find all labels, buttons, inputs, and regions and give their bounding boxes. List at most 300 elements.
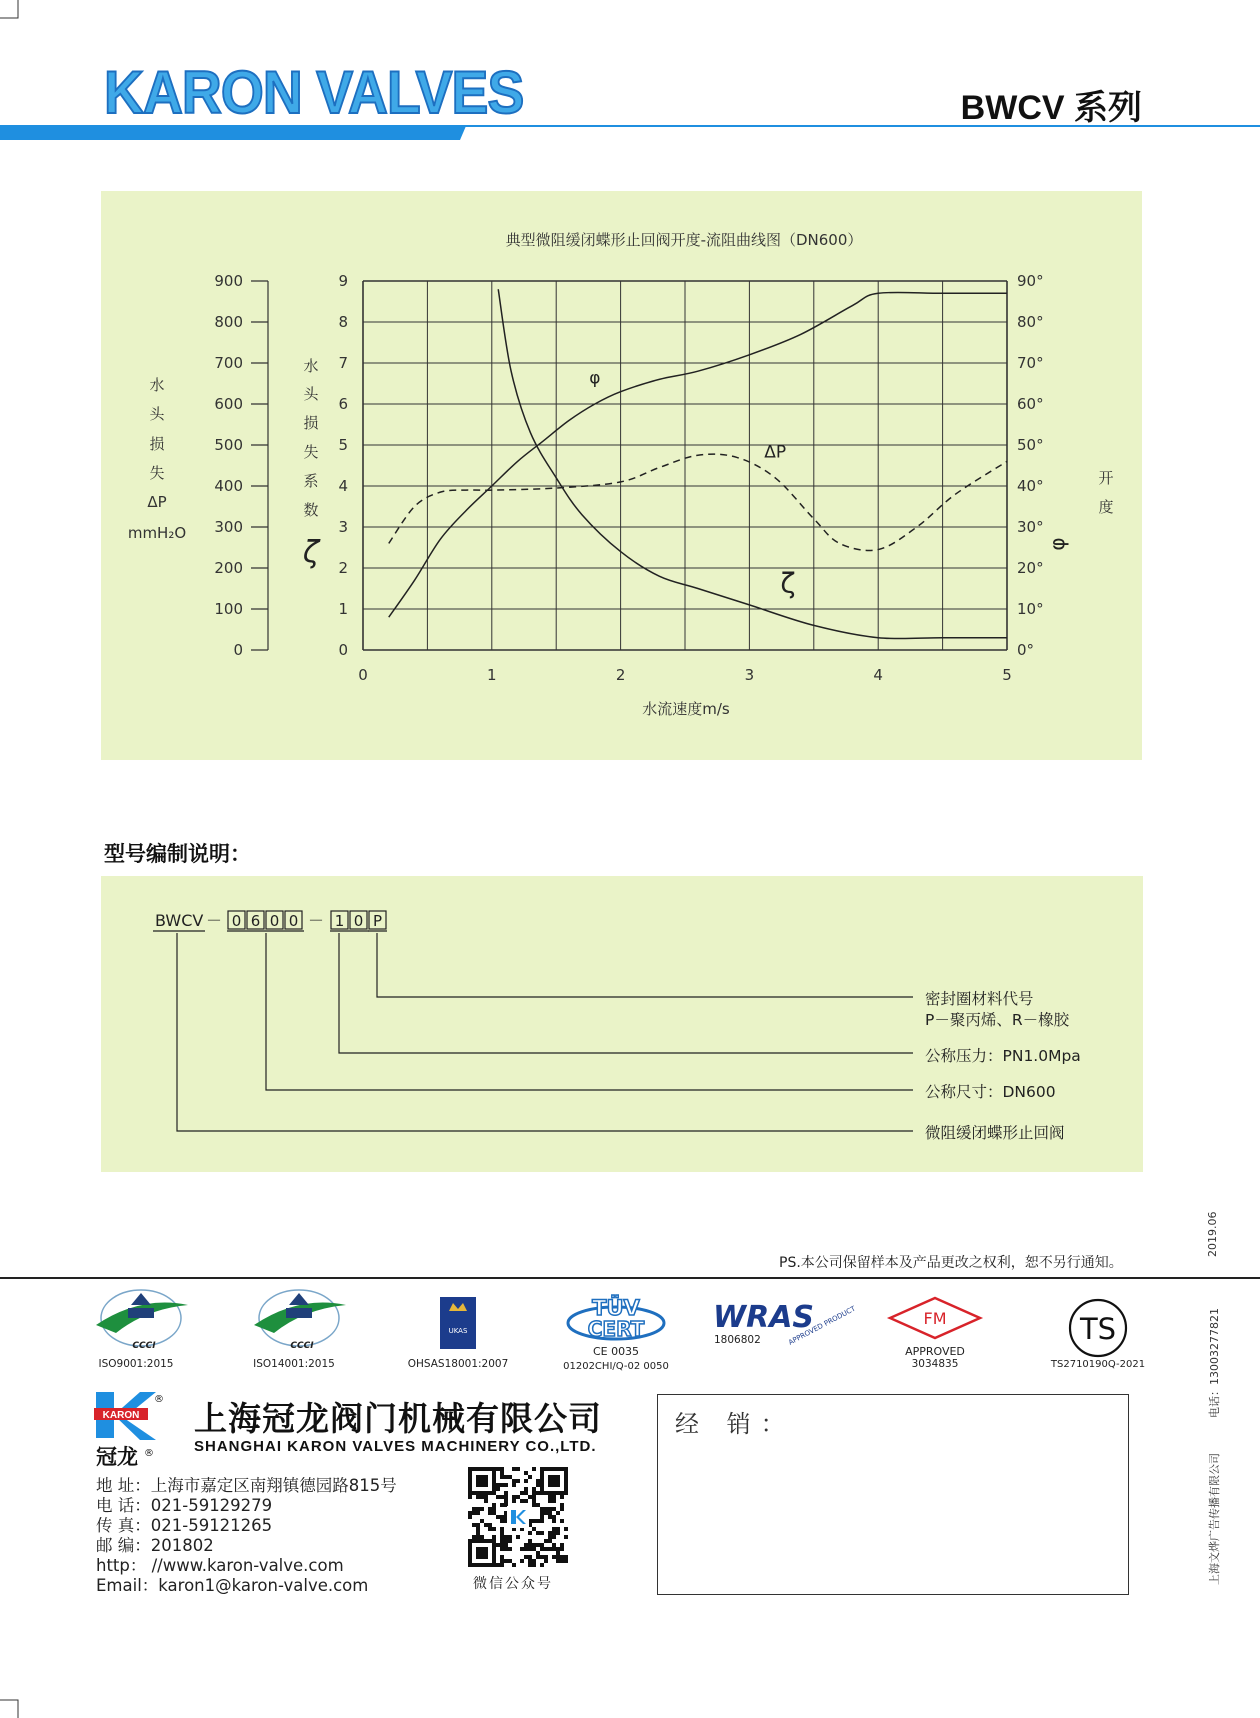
qr-module [540, 1543, 544, 1547]
qr-module [504, 1559, 508, 1563]
fm-diamond-icon [890, 1298, 980, 1338]
coefficient-tick-label: 7 [338, 354, 348, 372]
coefficient-tick-label: 9 [338, 272, 348, 290]
qr-module [556, 1555, 560, 1559]
qr-module [512, 1483, 516, 1487]
chart-title: 典型微阻缓闭蝶形止回阀开度-流阻曲线图（DN600） [505, 231, 863, 249]
legend-text: P－聚丙烯、R－橡胶 [925, 1011, 1070, 1029]
qr-module [548, 1535, 552, 1539]
qr-module [504, 1475, 508, 1479]
qr-module [560, 1503, 564, 1507]
x-tick-label: 3 [744, 666, 755, 684]
qr-module [532, 1563, 536, 1567]
code-box-value: 1 [334, 912, 345, 930]
qr-module [488, 1507, 492, 1511]
qr-module [496, 1487, 500, 1491]
qr-module [488, 1511, 492, 1515]
qr-module [508, 1535, 512, 1539]
head-loss-axis-label: 失 [149, 464, 165, 482]
qr-module [548, 1539, 552, 1543]
qr-module [476, 1523, 480, 1527]
qr-module [492, 1527, 496, 1531]
qr-module [556, 1559, 560, 1563]
qr-module [476, 1531, 480, 1535]
cert-mark: FM [923, 1309, 947, 1328]
cert-sub: CCCI [132, 1341, 156, 1351]
qr-module [496, 1515, 500, 1519]
qr-module [556, 1511, 560, 1515]
cert-label: 1806802 [714, 1334, 761, 1346]
qr-module [544, 1559, 548, 1563]
leader-line [339, 933, 913, 1053]
qr-module [532, 1491, 536, 1495]
series-line-head_loss [389, 454, 1007, 550]
qr-module [500, 1519, 504, 1523]
coefficient-tick-label: 5 [338, 436, 348, 454]
qr-module [528, 1547, 532, 1551]
qr-module [548, 1515, 552, 1519]
qr-module [560, 1559, 564, 1563]
qr-module [472, 1511, 476, 1515]
company-logo-text: KARON [102, 1410, 140, 1421]
qr-module [512, 1563, 516, 1567]
qr-module [544, 1507, 548, 1511]
ccci-globe-icon [96, 1290, 188, 1346]
series-label: φ [589, 368, 601, 389]
qr-module [480, 1519, 484, 1523]
qr-module [492, 1503, 496, 1507]
qr-module [528, 1539, 532, 1543]
qr-module [552, 1531, 556, 1535]
qr-module [528, 1531, 532, 1535]
qr-module [524, 1499, 528, 1503]
qr-module [520, 1559, 524, 1563]
side-phone: 电话：13003277821 [1208, 1308, 1221, 1418]
head-loss-tick-label: 900 [214, 272, 243, 290]
qr-module [500, 1515, 504, 1519]
qr-module [564, 1527, 568, 1531]
qr-module [536, 1531, 540, 1535]
code-box-value: 0 [269, 912, 280, 930]
qr-module [476, 1511, 480, 1515]
qr-module [500, 1543, 504, 1547]
qr-finder [476, 1547, 488, 1559]
qr-module [500, 1475, 504, 1479]
x-tick-label: 5 [1002, 666, 1012, 684]
qr-module [500, 1559, 504, 1563]
qr-module [540, 1511, 544, 1515]
qr-module [524, 1543, 528, 1547]
qr-module [524, 1491, 528, 1495]
qr-finder [476, 1475, 488, 1487]
qr-module [484, 1495, 488, 1499]
coefficient-tick-label: 1 [338, 600, 348, 618]
qr-module [548, 1495, 552, 1499]
cert-label: 01202CHI/Q-02 0050 [563, 1361, 669, 1372]
qr-module [552, 1547, 556, 1551]
qr-module [560, 1519, 564, 1523]
qr-module [564, 1559, 568, 1563]
side-printer: 上海文烨广告传播有限公司 [1208, 1453, 1221, 1585]
qr-module [500, 1535, 504, 1539]
legend-text: 公称尺寸：DN600 [925, 1083, 1056, 1101]
opening-tick-label: 40° [1017, 477, 1044, 495]
ukas-crown-icon [440, 1297, 476, 1349]
qr-module [508, 1559, 512, 1563]
qr-module [548, 1499, 552, 1503]
qr-module [548, 1547, 552, 1551]
cert-label: CE 0035 [592, 1345, 640, 1358]
qr-module [556, 1547, 560, 1551]
qr-module [520, 1491, 524, 1495]
legend-text: 微阻缓闭蝶形止回阀 [925, 1124, 1065, 1142]
qr-module [536, 1551, 540, 1555]
coefficient-axis-label: 水 [303, 357, 319, 375]
leader-line [266, 933, 913, 1090]
series-label: ζ [780, 566, 796, 600]
qr-module [564, 1555, 568, 1559]
qr-module [484, 1523, 488, 1527]
qr-module [516, 1495, 520, 1499]
qr-module [552, 1527, 556, 1531]
qr-module [552, 1543, 556, 1547]
qr-module [504, 1543, 508, 1547]
qr-module [560, 1555, 564, 1559]
qr-module [504, 1535, 508, 1539]
qr-module [544, 1547, 548, 1551]
contact-phone: 电 话：021-59129279 [96, 1496, 273, 1515]
qr-module [500, 1503, 504, 1507]
cert-mark: TÜV [592, 1296, 640, 1320]
qr-module [472, 1535, 476, 1539]
qr-module [564, 1535, 568, 1539]
coefficient-axis-label: 失 [303, 443, 319, 461]
qr-module [476, 1535, 480, 1539]
qr-module [540, 1547, 544, 1551]
qr-module [548, 1511, 552, 1515]
qr-module [552, 1495, 556, 1499]
qr-module [472, 1523, 476, 1527]
qr-module [532, 1503, 536, 1507]
qr-module [500, 1483, 504, 1487]
qr-module [552, 1499, 556, 1503]
cert-label: ISO9001:2015 [98, 1358, 174, 1370]
qr-module [540, 1555, 544, 1559]
x-tick-label: 1 [487, 666, 497, 684]
qr-module [556, 1527, 560, 1531]
x-tick-label: 4 [873, 666, 883, 684]
qr-module [524, 1479, 528, 1483]
qr-module [516, 1535, 520, 1539]
qr-module [500, 1555, 504, 1559]
cert-mark: WRAS [713, 1300, 815, 1335]
qr-module [552, 1519, 556, 1523]
company-name-cn: 上海冠龙阀门机械有限公司 [194, 1399, 602, 1438]
qr-module [520, 1499, 524, 1503]
qr-module [536, 1519, 540, 1523]
footer-divider [0, 1277, 1260, 1279]
qr-module [492, 1511, 496, 1515]
qr-module [536, 1483, 540, 1487]
qr-module [496, 1467, 500, 1471]
contact-postcode: 邮 编：201802 [96, 1536, 214, 1555]
qr-module [560, 1547, 564, 1551]
cert-mark: TS [1079, 1312, 1117, 1346]
cert-label: OHSAS18001:2007 [407, 1358, 509, 1370]
qr-module [512, 1499, 516, 1503]
qr-module [516, 1479, 520, 1483]
qr-module [540, 1507, 544, 1511]
qr-module [504, 1495, 508, 1499]
qr-module [524, 1487, 528, 1491]
qr-module [528, 1475, 532, 1479]
cert-label: TS2710190Q-2021 [1050, 1359, 1146, 1370]
head-loss-axis-label: 损 [149, 435, 165, 453]
qr-module [532, 1499, 536, 1503]
leader-line [177, 933, 913, 1131]
qr-module [508, 1539, 512, 1543]
qr-module [536, 1503, 540, 1507]
qr-module [544, 1511, 548, 1515]
qr-module [536, 1543, 540, 1547]
qr-module [532, 1467, 536, 1471]
qr-module [540, 1531, 544, 1535]
head-loss-tick-label: 400 [214, 477, 243, 495]
code-box-value: P [372, 912, 383, 930]
head-loss-axis-label: mmH₂O [127, 524, 187, 542]
crop-mark [0, 1698, 20, 1718]
qr-module [548, 1507, 552, 1511]
company-logo-text: ® [144, 1448, 154, 1459]
side-date: 2019.06 [1206, 1211, 1219, 1257]
code-prefix: BWCV [155, 911, 204, 930]
qr-module [476, 1507, 480, 1511]
qr-module [560, 1495, 564, 1499]
qr-module [532, 1559, 536, 1563]
qr-module [544, 1555, 548, 1559]
qr-center-logo [511, 1510, 516, 1524]
code-dash: － [206, 911, 223, 930]
qr-module [560, 1543, 564, 1547]
contact-address: 地 址：上海市嘉定区南翔镇德园路815号 [96, 1476, 397, 1495]
series-label: ΔP [764, 442, 787, 463]
qr-module [532, 1487, 536, 1491]
qr-module [548, 1531, 552, 1535]
series-line-coefficient [498, 289, 1007, 638]
qr-module [500, 1539, 504, 1543]
x-tick-label: 2 [615, 666, 626, 684]
code-box-value: 0 [288, 912, 299, 930]
qr-module [496, 1563, 500, 1567]
section-title: 型号编制说明： [104, 842, 251, 866]
coefficient-tick-label: 4 [338, 477, 348, 495]
cert-sub: CCCI [290, 1341, 314, 1351]
qr-module [524, 1471, 528, 1475]
qr-module [508, 1547, 512, 1551]
qr-module [500, 1527, 504, 1531]
qr-module [468, 1495, 472, 1499]
qr-module [532, 1519, 536, 1523]
qr-module [528, 1555, 532, 1559]
qr-module [528, 1543, 532, 1547]
code-box-value: 0 [231, 912, 242, 930]
opening-axis-label: 开 [1098, 469, 1114, 487]
opening-tick-label: 90° [1017, 272, 1044, 290]
cert-sub: UKAS [448, 1327, 468, 1335]
head-loss-tick-label: 300 [214, 518, 243, 536]
qr-module [556, 1531, 560, 1535]
qr-module [476, 1495, 480, 1499]
head-loss-tick-label: 500 [214, 436, 243, 454]
code-box-value: 0 [353, 912, 364, 930]
head-loss-tick-label: 0 [233, 641, 243, 659]
qr-module [540, 1563, 544, 1567]
qr-module [500, 1495, 504, 1499]
qr-module [516, 1467, 520, 1471]
qr-module [512, 1479, 516, 1483]
qr-module [468, 1515, 472, 1519]
qr-module [480, 1495, 484, 1499]
qr-module [496, 1543, 500, 1547]
qr-module [524, 1547, 528, 1551]
opening-tick-label: 0° [1017, 641, 1035, 659]
opening-tick-label: 50° [1017, 436, 1044, 454]
cert-label: APPROVED [905, 1345, 965, 1358]
qr-module [552, 1515, 556, 1519]
model-code-diagram [101, 876, 1143, 1172]
coefficient-tick-label: 0 [338, 641, 348, 659]
head-loss-tick-label: 700 [214, 354, 243, 372]
qr-caption: 微信公众号 [473, 1576, 553, 1592]
ts-circle-icon [1070, 1300, 1126, 1356]
head-loss-axis-label: ΔP [147, 493, 167, 511]
qr-module [540, 1519, 544, 1523]
qr-module [532, 1543, 536, 1547]
cert-mark: APPROVED PRODUCT [787, 1304, 857, 1347]
certification-logos [0, 1285, 1200, 1380]
qr-module [544, 1539, 548, 1543]
brand-logo: KARON VALVES [104, 59, 524, 126]
legend-text: 密封圈材料代号 [925, 990, 1034, 1008]
contact-email[interactable]: Email：karon1@karon-valve.com [96, 1576, 369, 1595]
header-bar [0, 120, 1260, 144]
contact-website[interactable]: http： //www.karon-valve.com [96, 1556, 344, 1575]
dealer-label: 经 销： [675, 1410, 795, 1438]
qr-module [472, 1507, 476, 1511]
qr-code-icon[interactable] [467, 1466, 569, 1568]
opening-axis-label: 度 [1098, 498, 1114, 516]
coefficient-tick-label: 3 [338, 518, 348, 536]
coefficient-tick-label: 8 [338, 313, 348, 331]
qr-module [500, 1467, 504, 1471]
qr-module [536, 1555, 540, 1559]
qr-module [488, 1527, 492, 1531]
coefficient-axis-label: 系 [303, 472, 319, 490]
qr-module [532, 1547, 536, 1551]
qr-module [540, 1515, 544, 1519]
code-dash: － [308, 911, 325, 930]
contact-fax: 传 真：021-59121265 [96, 1516, 273, 1535]
tuv-cert-icon [568, 1295, 664, 1341]
qr-module [500, 1547, 504, 1551]
coefficient-tick-label: 2 [338, 559, 348, 577]
opening-tick-label: 80° [1017, 313, 1044, 331]
qr-module [552, 1535, 556, 1539]
company-name-en: SHANGHAI KARON VALVES MACHINERY CO.,LTD. [194, 1438, 597, 1455]
qr-module [528, 1559, 532, 1563]
qr-module [500, 1471, 504, 1475]
qr-module [496, 1483, 500, 1487]
qr-module [556, 1551, 560, 1555]
flow-resistance-chart [101, 191, 1142, 760]
qr-module [532, 1495, 536, 1499]
qr-module [560, 1507, 564, 1511]
notice-text: PS.本公司保留样本及产品更改之权利，恕不另行通知。 [779, 1255, 1123, 1271]
code-box-value: 6 [250, 912, 261, 930]
qr-module [532, 1527, 536, 1531]
head-loss-axis-label: 头 [149, 405, 165, 423]
qr-finder [548, 1475, 560, 1487]
qr-module [488, 1523, 492, 1527]
head-loss-tick-label: 600 [214, 395, 243, 413]
qr-module [536, 1479, 540, 1483]
qr-module [500, 1531, 504, 1535]
qr-module [492, 1535, 496, 1539]
qr-module [552, 1555, 556, 1559]
coefficient-tick-label: 6 [338, 395, 348, 413]
head-loss-tick-label: 800 [214, 313, 243, 331]
opening-axis-symbol: φ [1045, 537, 1069, 551]
coefficient-axis-label: 头 [303, 385, 319, 403]
coefficient-axis-label: 损 [303, 414, 319, 432]
opening-tick-label: 20° [1017, 559, 1044, 577]
company-logo-text: ® [154, 1394, 164, 1405]
leader-line [377, 933, 913, 997]
qr-module [492, 1507, 496, 1511]
qr-module [480, 1535, 484, 1539]
qr-module [500, 1563, 504, 1567]
qr-module [480, 1507, 484, 1511]
qr-module [552, 1507, 556, 1511]
qr-module [528, 1563, 532, 1567]
company-logo-text: 冠龙 [96, 1444, 138, 1469]
coefficient-axis-label: 数 [303, 501, 319, 519]
opening-tick-label: 10° [1017, 600, 1044, 618]
qr-module [468, 1511, 472, 1515]
qr-module [504, 1491, 508, 1495]
head-loss-tick-label: 200 [214, 559, 243, 577]
qr-module [508, 1475, 512, 1479]
qr-module [476, 1527, 480, 1531]
coefficient-axis-symbol: ζ [302, 535, 320, 570]
company-logo-icon [94, 1390, 164, 1470]
cert-mark: CERT [587, 1317, 645, 1341]
qr-module [528, 1495, 532, 1499]
qr-module [484, 1499, 488, 1503]
x-tick-label: 0 [358, 666, 368, 684]
opening-tick-label: 70° [1017, 354, 1044, 372]
qr-module [524, 1555, 528, 1559]
series-title: BWCV 系列 [960, 89, 1142, 127]
opening-tick-label: 60° [1017, 395, 1044, 413]
qr-module [504, 1499, 508, 1503]
qr-module [520, 1547, 524, 1551]
crop-mark [0, 0, 20, 20]
head-loss-axis-label: 水 [149, 376, 165, 394]
qr-module [512, 1495, 516, 1499]
ccci-globe-icon [254, 1290, 346, 1346]
qr-module [536, 1491, 540, 1495]
